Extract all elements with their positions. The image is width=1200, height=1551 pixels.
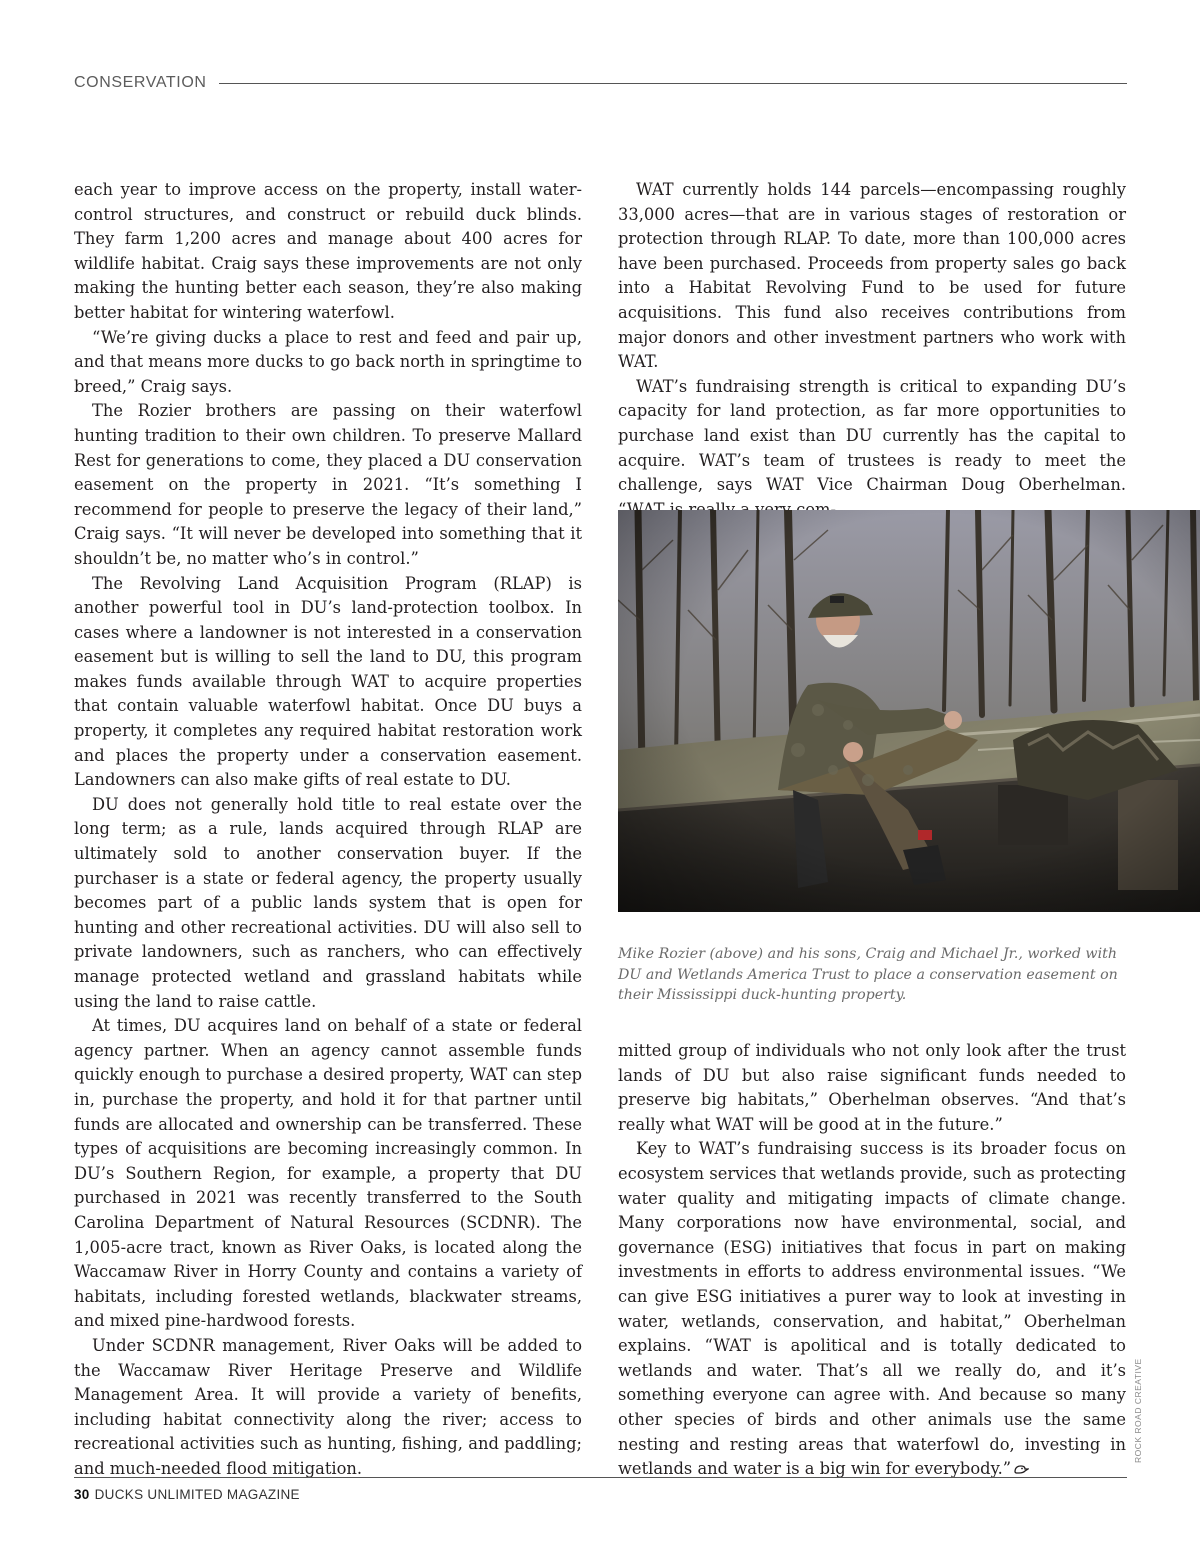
photo-caption: Mike Rozier (above) and his sons, Craig and Michael Jr., worked with DU and Wetlands America Trust to place a conservation easement on their Mississippi duck-hunting property.	[618, 946, 1118, 1003]
body-paragraph: “We’re giving ducks a place to rest and feed and pair up, and that means more ducks to go back north in springtime to breed,” Craig says.	[74, 327, 582, 396]
page-header	[74, 71, 1127, 95]
right-column-top	[618, 178, 1126, 495]
publication-name: DUCKS UNLIMITED MAGAZINE	[94, 1487, 300, 1502]
left-column	[74, 178, 582, 1478]
photo-credit: ROCK ROAD CREATIVE	[1133, 1358, 1143, 1463]
boat-in-flooded-forest-photo	[618, 510, 1200, 912]
body-paragraph: The Rozier brothers are passing on their waterfowl hunting tradition to their own children. To preserve Mallard Rest for generations to come, they placed a DU conservation easement on the property in 2021. “It’s something I recommend for people to preserve the legacy of their land,” Craig says. “It will never be developed into something that it shouldn’t be, no matter who’s in control.”	[74, 401, 582, 568]
body-paragraph: DU does not generally hold title to real estate over the long term; as a rule, lands acquired through RLAP are ultimately sold to another conservation buyer. If the purchaser is a state or federal agency, the property usually becomes part of a public lands system that is open for hunting and other recreational activities. DU will also sell to private landowners, such as ranchers, who can effectively manage protected wetland and grassland habitats while using the land to raise cattle.	[74, 794, 582, 1011]
body-paragraph-final	[618, 1137, 1126, 1481]
right-column-bottom	[618, 1039, 1126, 1479]
body-paragraph: each year to improve access on the property, install water-control structures, and construct or rebuild duck blinds. They farm 1,200 acres and manage about 400 acres for wildlife habitat. Craig says these improvements are not only making the hunting better each season, they’re also making better habitat for wintering waterfowl.	[74, 180, 582, 322]
duck-head-end-mark-icon	[1013, 1463, 1029, 1475]
header-rule	[219, 83, 1127, 84]
page-footer	[74, 1487, 300, 1502]
page-number: 30	[74, 1487, 90, 1502]
body-paragraph: WAT currently holds 144 parcels—encompassing roughly 33,000 acres—that are in various stages of restoration or protection through RLAP. To date, more than 100,000 acres have been purchased. Proceeds from property sales go back into a Habitat Revolving Fund to be used for future acquisitions. This fund also receives contributions from major donors and other investment partners who work with WAT.	[618, 180, 1126, 372]
article-photo	[618, 510, 1200, 912]
body-paragraph: mitted group of individuals who not only look after the trust lands of DU but also raise significant funds needed to preserve big habitats,” Oberhelman observes. “And that’s really what WAT will be good at in the future.”	[618, 1041, 1126, 1134]
body-paragraph: WAT’s fundraising strength is critical to expanding DU’s capacity for land protection, as far more opportunities to purchase land exist than DU currently has the capital to acquire. WAT’s team of trustees is ready to meet the challenge, says WAT Vice Chairman Doug Oberhelman.	[618, 376, 1126, 495]
body-paragraph: At times, DU acquires land on behalf of a state or federal agency partner. When an agency cannot assemble funds quickly enough to purchase a desired property, WAT can step in, purchase the property, and hold it for that partner until funds are allocated and ownership can be transferred. These types of acquisitions are becoming increasingly common. In DU’s Southern Region, for example, a property that DU purchased in 2021 was recently transferred to the South Carolina Department of Natural Resources (SCDNR). The 1,005-acre tract, known as River Oaks, is located along the Waccamaw River in Horry County and contains a variety of habitats, including forested wetlands, blackwater streams, and mixed pine-hardwood forests.	[74, 1016, 582, 1331]
body-paragraph: Under SCDNR management, River Oaks will be added to the Waccamaw River Heritage Preserve and Wildlife Management Area. It will provide a variety of benefits, including habitat connectivity along the river; access to recreational activities such as hunting, fishing, and paddling; and much-needed flood mitigation.	[74, 1335, 582, 1478]
footer-rule	[74, 1477, 1127, 1478]
section-label: CONSERVATION	[74, 74, 207, 91]
body-paragraph: The Revolving Land Acquisition Program (RLAP) is another powerful tool in DU’s land-protection toolbox. In cases where a landowner is not interested in a conservation easement but is willing to sell the land to DU, this program makes funds available through WAT to acquire properties that contain valuable waterfowl habitat. Once DU buys a property, it completes any required habitat restoration work and places the property under a conservation easement. Landowners can also make gifts of real estate to DU.	[74, 573, 582, 790]
final-paragraph-text: Key to WAT’s fundraising success is its broader focus on ecosystem services that wetlands provide, such as protecting water quality and mitigating impacts of climate change. Many corporations now have environmental, social, and governance (ESG) initiatives that focus in part on making investments in efforts to address environmental issues. “We can give ESG initiatives a purer way to look at investing in water, wetlands, conservation, and habitat,” Oberhelman explains. “WAT is apolitical and is totally dedicated to wetlands and water. That’s all we really do, and it’s something everyone can agree with. And because so many other species of birds and other animals use the same nesting and resting areas that waterfowl do, investing in wetlands and water is a big win for everybody.”	[618, 1139, 1126, 1479]
